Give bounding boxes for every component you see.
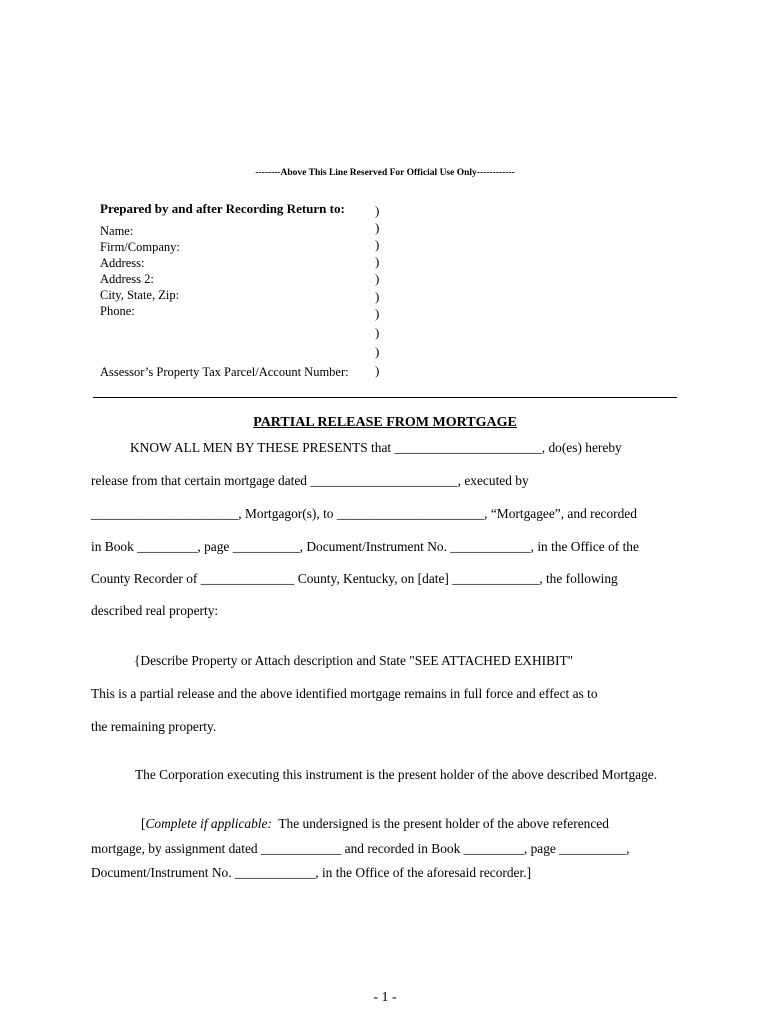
name-field-label: Name: [100, 224, 134, 238]
body-line-instrument: Document/Instrument No. ____________, in the Office of the aforesaid recorder.] [91, 865, 532, 880]
body-line-partial-release: This is a partial release and the above identified mortgage remains in full force and effect as to [91, 686, 598, 701]
document-title: PARTIAL RELEASE FROM MORTGAGE [253, 415, 517, 430]
page-number: - 1 - [373, 990, 397, 1005]
body-line-presents: KNOW ALL MEN BY THESE PRESENTS that ______________________, do(es) hereby [130, 440, 622, 455]
body-line-mortgagor: ______________________, Mortgagor(s), to ______________________, “Mortgagee”, and recorded [91, 506, 637, 521]
complete-if-applicable-label: Complete if applicable: [145, 816, 272, 831]
body-line-corporation: The Corporation executing this instrument is the present holder of the above described Mortgage. [135, 767, 658, 782]
open-bracket: [ [141, 816, 146, 831]
body-line-described: described real property: [91, 603, 219, 618]
complete-text: The undersigned is the present holder of the above referenced [271, 816, 609, 831]
parcel-number-label: Assessor’s Property Tax Parcel/Account Number: [100, 365, 349, 379]
bracket-paren: ) [375, 220, 380, 235]
address-field-label: Address: [100, 256, 145, 270]
firm-field-label: Firm/Company: [100, 240, 180, 254]
body-line-complete-if-applicable [141, 816, 609, 832]
bracket-paren: ) [375, 306, 380, 321]
body-line-describe-property: {Describe Property or Attach description and State "SEE ATTACHED EXHIBIT" [134, 653, 574, 668]
bracket-paren: ) [375, 344, 380, 359]
bracket-paren: ) [375, 325, 380, 340]
body-line-county: County Recorder of ______________ County, Kentucky, on [date] _____________, the following [91, 571, 618, 586]
bracket-paren: ) [375, 289, 380, 304]
body-line-remaining: the remaining property. [91, 719, 217, 734]
bracket-paren: ) [375, 237, 380, 252]
body-line-release: release from that certain mortgage dated ______________________, executed by [91, 473, 529, 488]
bracket-paren: ) [375, 254, 380, 269]
address2-field-label: Address 2: [100, 272, 154, 286]
bracket-paren: ) [375, 271, 380, 286]
bracket-paren: ) [375, 203, 380, 218]
phone-field-label: Phone: [100, 304, 135, 318]
prepared-by-title: Prepared by and after Recording Return to: [100, 201, 345, 216]
official-use-line: --------Above This Line Reserved For Official Use Only------------ [255, 168, 515, 178]
body-line-book: in Book _________, page __________, Document/Instrument No. ____________, in the Office of the [91, 539, 639, 554]
city-state-zip-field-label: City, State, Zip: [100, 288, 180, 302]
header-divider [93, 397, 677, 398]
body-line-assignment: mortgage, by assignment dated ____________ and recorded in Book _________, page __________, [91, 841, 630, 856]
bracket-paren: ) [375, 363, 380, 378]
